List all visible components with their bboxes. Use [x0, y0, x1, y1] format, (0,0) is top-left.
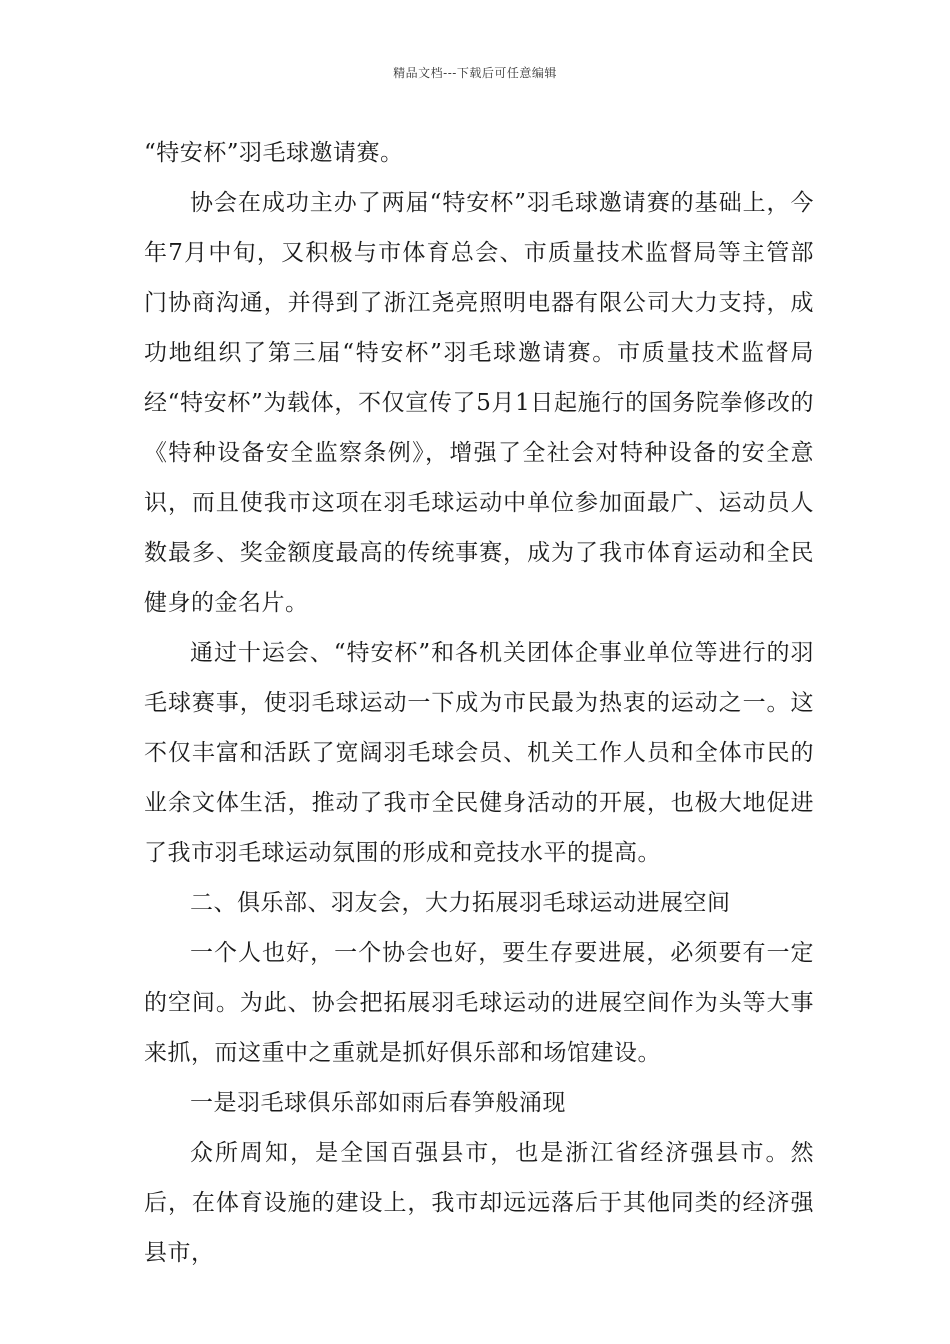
- paragraph-1: “特安杯”羽毛球邀请赛。: [144, 140, 404, 166]
- section-heading-2: 二、俱乐部、羽友会，大力拓展羽毛球运动进展空间: [190, 890, 731, 916]
- page-header: 精品文档---下载后可任意编辑: [393, 66, 557, 80]
- paragraph-4: 一个人也好，一个协会也好，要生存要进展，必须要有一定的空间。为此、协会把拓展羽毛球运动的进展空间作为头等大事来抓，而这重中之重就是抓好俱乐部和场馆建设。: [144, 940, 814, 1066]
- paragraph-5: 众所周知，是全国百强县市，也是浙江省经济强县市。然后，在体育设施的建设上，我市却远远落后于其他同类的经济强县市，: [144, 1140, 814, 1266]
- document-body: [144, 128, 814, 1278]
- subheading-1: 一是羽毛球俱乐部如雨后春笋般涌现: [190, 1090, 566, 1116]
- paragraph-2: 协会在成功主办了两届“特安杯”羽毛球邀请赛的基础上，今年7月中旬，又积极与市体育总会、市质量技术监督局等主管部门协商沟通，并得到了浙江尧亮照明电器有限公司大力支持，成功地组织了第三届“特安杯”羽毛球邀请赛。市质量技术监督局经“特安杯”为载体，不仅宣传了5月1日起施行的国务院拳修改的《特种设备安全监察条例》，增强了全社会对特种设备的安全意识，而且使我市这项在羽毛球运动中单位参加面最广、运动员人数最多、奖金额度最高的传统事赛，成为了我市体育运动和全民健身的金名片。: [144, 190, 814, 616]
- paragraph-3: 通过十运会、“特安杯”和各机关团体企事业单位等进行的羽毛球赛事，使羽毛球运动一下成为市民最为热衷的运动之一。这不仅丰富和活跃了宽阔羽毛球会员、机关工作人员和全体市民的业余文体生活，推动了我市全民健身活动的开展，也极大地促进了我市羽毛球运动氛围的形成和竞技水平的提高。: [144, 640, 814, 866]
